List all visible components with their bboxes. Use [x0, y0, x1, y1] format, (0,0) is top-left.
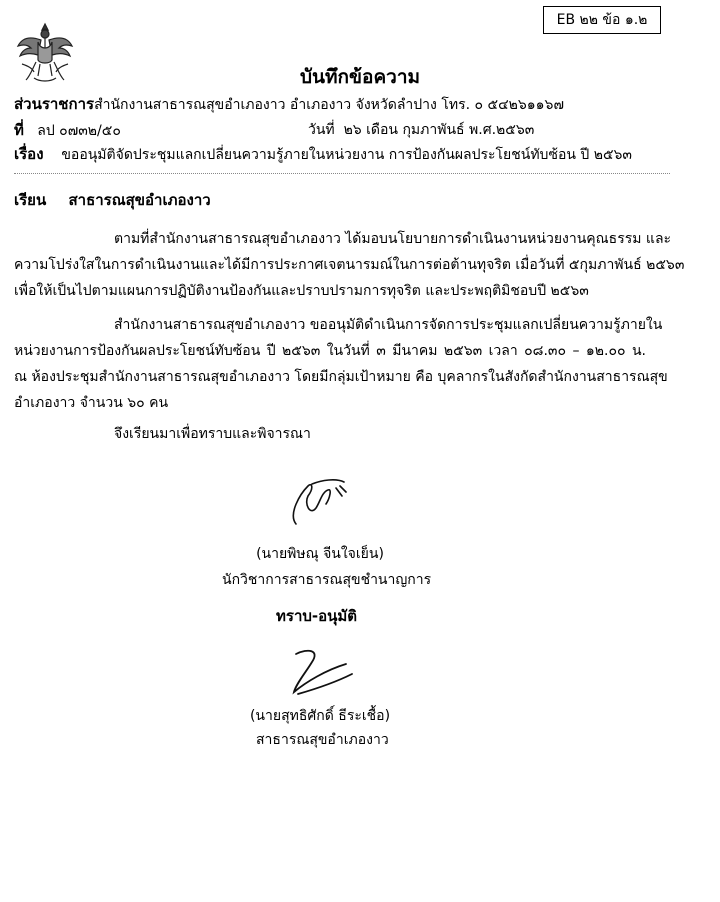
signer-1-name: (นายพิษณุ จีนใจเย็น) — [256, 546, 384, 562]
form-code-badge: EB ๒๒ ข้อ ๑.๒ — [543, 6, 661, 34]
addressee-value: สาธารณสุขอำเภองาว — [68, 191, 211, 209]
memo-title: บันทึกข้อความ — [299, 66, 421, 88]
signer-1-position: นักวิชาการสาธารณสุขชำนาญการ — [222, 572, 432, 588]
paragraph-line: ณ ห้องประชุมสำนักงานสาธารณสุขอำเภองาว โดยมีกลุ่มเป้าหมาย คือ บุคลากรในสังกัดสำนักงานสาธารณสุข — [14, 369, 668, 385]
subject-row — [14, 144, 632, 165]
department-label: ส่วนราชการ — [14, 95, 95, 113]
signature-1-icon — [282, 474, 362, 530]
subject-value: ขออนุมัติจัดประชุมแลกเปลี่ยนความรู้ภายในหน่วยงาน การป้องกันผลประโยชน์ทับซ้อน ปี ๒๕๖๓ — [61, 147, 632, 163]
addressee-row — [14, 190, 211, 211]
paragraph-line: ความโปร่งใสในการดำเนินงานและได้มีการประกาศเจตนารมณ์ในการต่อต้านทุจริต เมื่อวันที่ ๕กุมภาพันธ์ ๒๕๖๓ — [14, 257, 685, 273]
department-row — [14, 94, 564, 115]
date-value: ๒๖ เดือน กุมภาพันธ์ พ.ศ.๒๕๖๓ — [343, 122, 535, 138]
paragraph-line: เพื่อให้เป็นไปตามแผนการปฏิบัติงานป้องกันและปราบปรามการทุจริต และประพฤติมิชอบปี ๒๕๖๓ — [14, 283, 589, 299]
closing-line: จึงเรียนมาเพื่อทราบและพิจารณา — [114, 426, 311, 442]
signer-2-position: สาธารณสุขอำเภองาว — [256, 732, 389, 748]
paragraph-line: ตามที่สำนักงานสาธารณสุขอำเภองาว ได้มอบนโยบายการดำเนินงานหน่วยงานคุณธรรม และ — [114, 231, 672, 247]
body-paragraph-2 — [14, 312, 668, 416]
header-divider — [14, 173, 670, 174]
approval-label: ทราบ-อนุมัติ — [276, 607, 358, 625]
paragraph-line: หน่วยงานการป้องกันผลประโยชน์ทับซ้อน ปี ๒๕๖๓ ในวันที่ ๓ มีนาคม ๒๕๖๓ เวลา ๐๘.๓๐ – ๑๒.๐๐ น. — [14, 343, 646, 359]
addressee-label: เรียน — [14, 191, 47, 209]
signer-2-name: (นายสุทธิศักดิ์ ธีระเชื้อ) — [249, 708, 391, 724]
signature-2-icon — [282, 640, 362, 700]
department-value: สำนักงานสาธารณสุขอำเภองาว อำเภองาว จังหวัดลำปาง โทร. ๐ ๕๔๒๖๑๑๖๗ — [94, 97, 564, 113]
reference-row — [14, 120, 121, 141]
date-row — [308, 120, 534, 140]
reference-value: ลป ๐๗๓๒/๕๐ — [37, 123, 121, 139]
reference-label: ที่ — [14, 121, 24, 139]
paragraph-line: สำนักงานสาธารณสุขอำเภองาว ขออนุมัติดำเนินการจัดการประชุมแลกเปลี่ยนความรู้ภายใน — [114, 317, 663, 333]
paragraph-line: อำเภองาว จำนวน ๖๐ คน — [14, 395, 169, 411]
date-label: วันที่ — [308, 122, 335, 138]
body-paragraph-1 — [14, 226, 685, 304]
subject-label: เรื่อง — [14, 145, 44, 163]
